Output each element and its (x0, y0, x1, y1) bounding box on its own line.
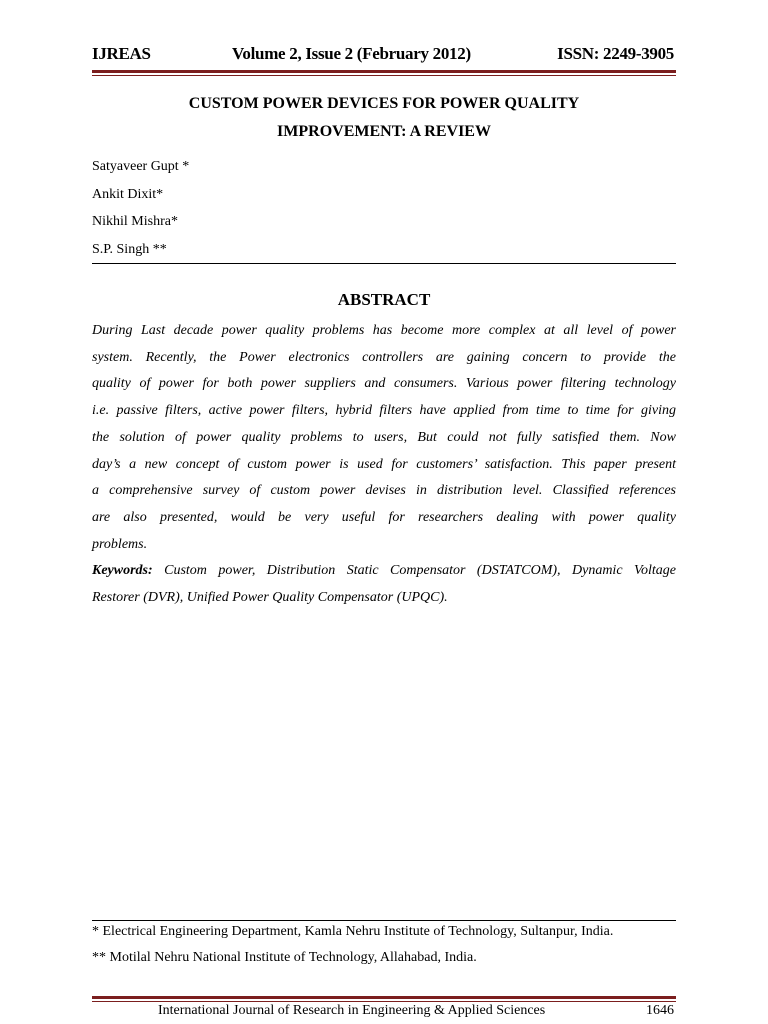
abstract-body (92, 318, 676, 612)
author-1: Satyaveer Gupt * (92, 159, 190, 174)
author-2: Ankit Dixit* (92, 186, 164, 202)
keywords-label: Keywords: (92, 563, 153, 579)
keywords-text-1: Custom power, Distribution Static Compensator (DSTATCOM), Dynamic Voltage (152, 563, 676, 579)
paper-title (92, 90, 676, 146)
abstract-line: a comprehensive survey of custom power devises in distribution level. Classified references (92, 483, 676, 499)
author-4: S.P. Singh ** (92, 241, 167, 257)
footer-journal: International Journal of Research in Engineering & Applied Sciences (158, 1003, 546, 1018)
abstract-line: the solution of power quality problems to users, But could not fully satisfied them. Now (92, 429, 676, 445)
keywords-line-2: Restorer (DVR), Unified Power Quality Compensator (UPQC). (92, 590, 448, 606)
footnote-1: * Electrical Engineering Department, Kamla Nehru Institute of Technology, Sultanpur, India. (92, 924, 614, 939)
header-rule (92, 70, 676, 76)
page-number: 1646 (646, 1003, 674, 1018)
header-issn: ISSN: 2249-3905 (557, 44, 674, 63)
abstract-line: day’s a new concept of custom power is used for customers’ satisfaction. This paper present (92, 456, 676, 472)
author-divider (92, 263, 676, 264)
abstract-heading: ABSTRACT (337, 290, 431, 309)
running-header (92, 44, 676, 70)
footnotes (92, 919, 688, 971)
header-volume: Volume 2, Issue 2 (February 2012) (232, 44, 471, 63)
keywords-line-1 (92, 558, 676, 585)
abstract-line: quality of power for both power suppliers and consumers. Various power filtering technology (92, 376, 676, 392)
title-line-1: CUSTOM POWER DEVICES FOR POWER QUALITY (188, 95, 580, 112)
abstract-line: i.e. passive filters, active power filters, hybrid filters have applied from time to time for giving (92, 403, 676, 419)
footnote-2: ** Motilal Nehru National Institute of Technology, Allahabad, India. (92, 950, 477, 965)
title-line-2: IMPROVEMENT: A REVIEW (277, 123, 491, 140)
header-journal: IJREAS (92, 44, 151, 63)
author-3: Nikhil Mishra* (92, 214, 178, 229)
footer-rule (92, 996, 676, 1002)
abstract-line: are also presented, would be very useful for researchers dealing with power quality (92, 509, 676, 525)
abstract-line: During Last decade power quality problems has become more complex at all level of power (92, 323, 676, 338)
abstract-line: problems. (92, 536, 148, 552)
author-list (92, 153, 189, 263)
abstract-line: system. Recently, the Power electronics controllers are gaining concern to provide the (92, 349, 676, 365)
